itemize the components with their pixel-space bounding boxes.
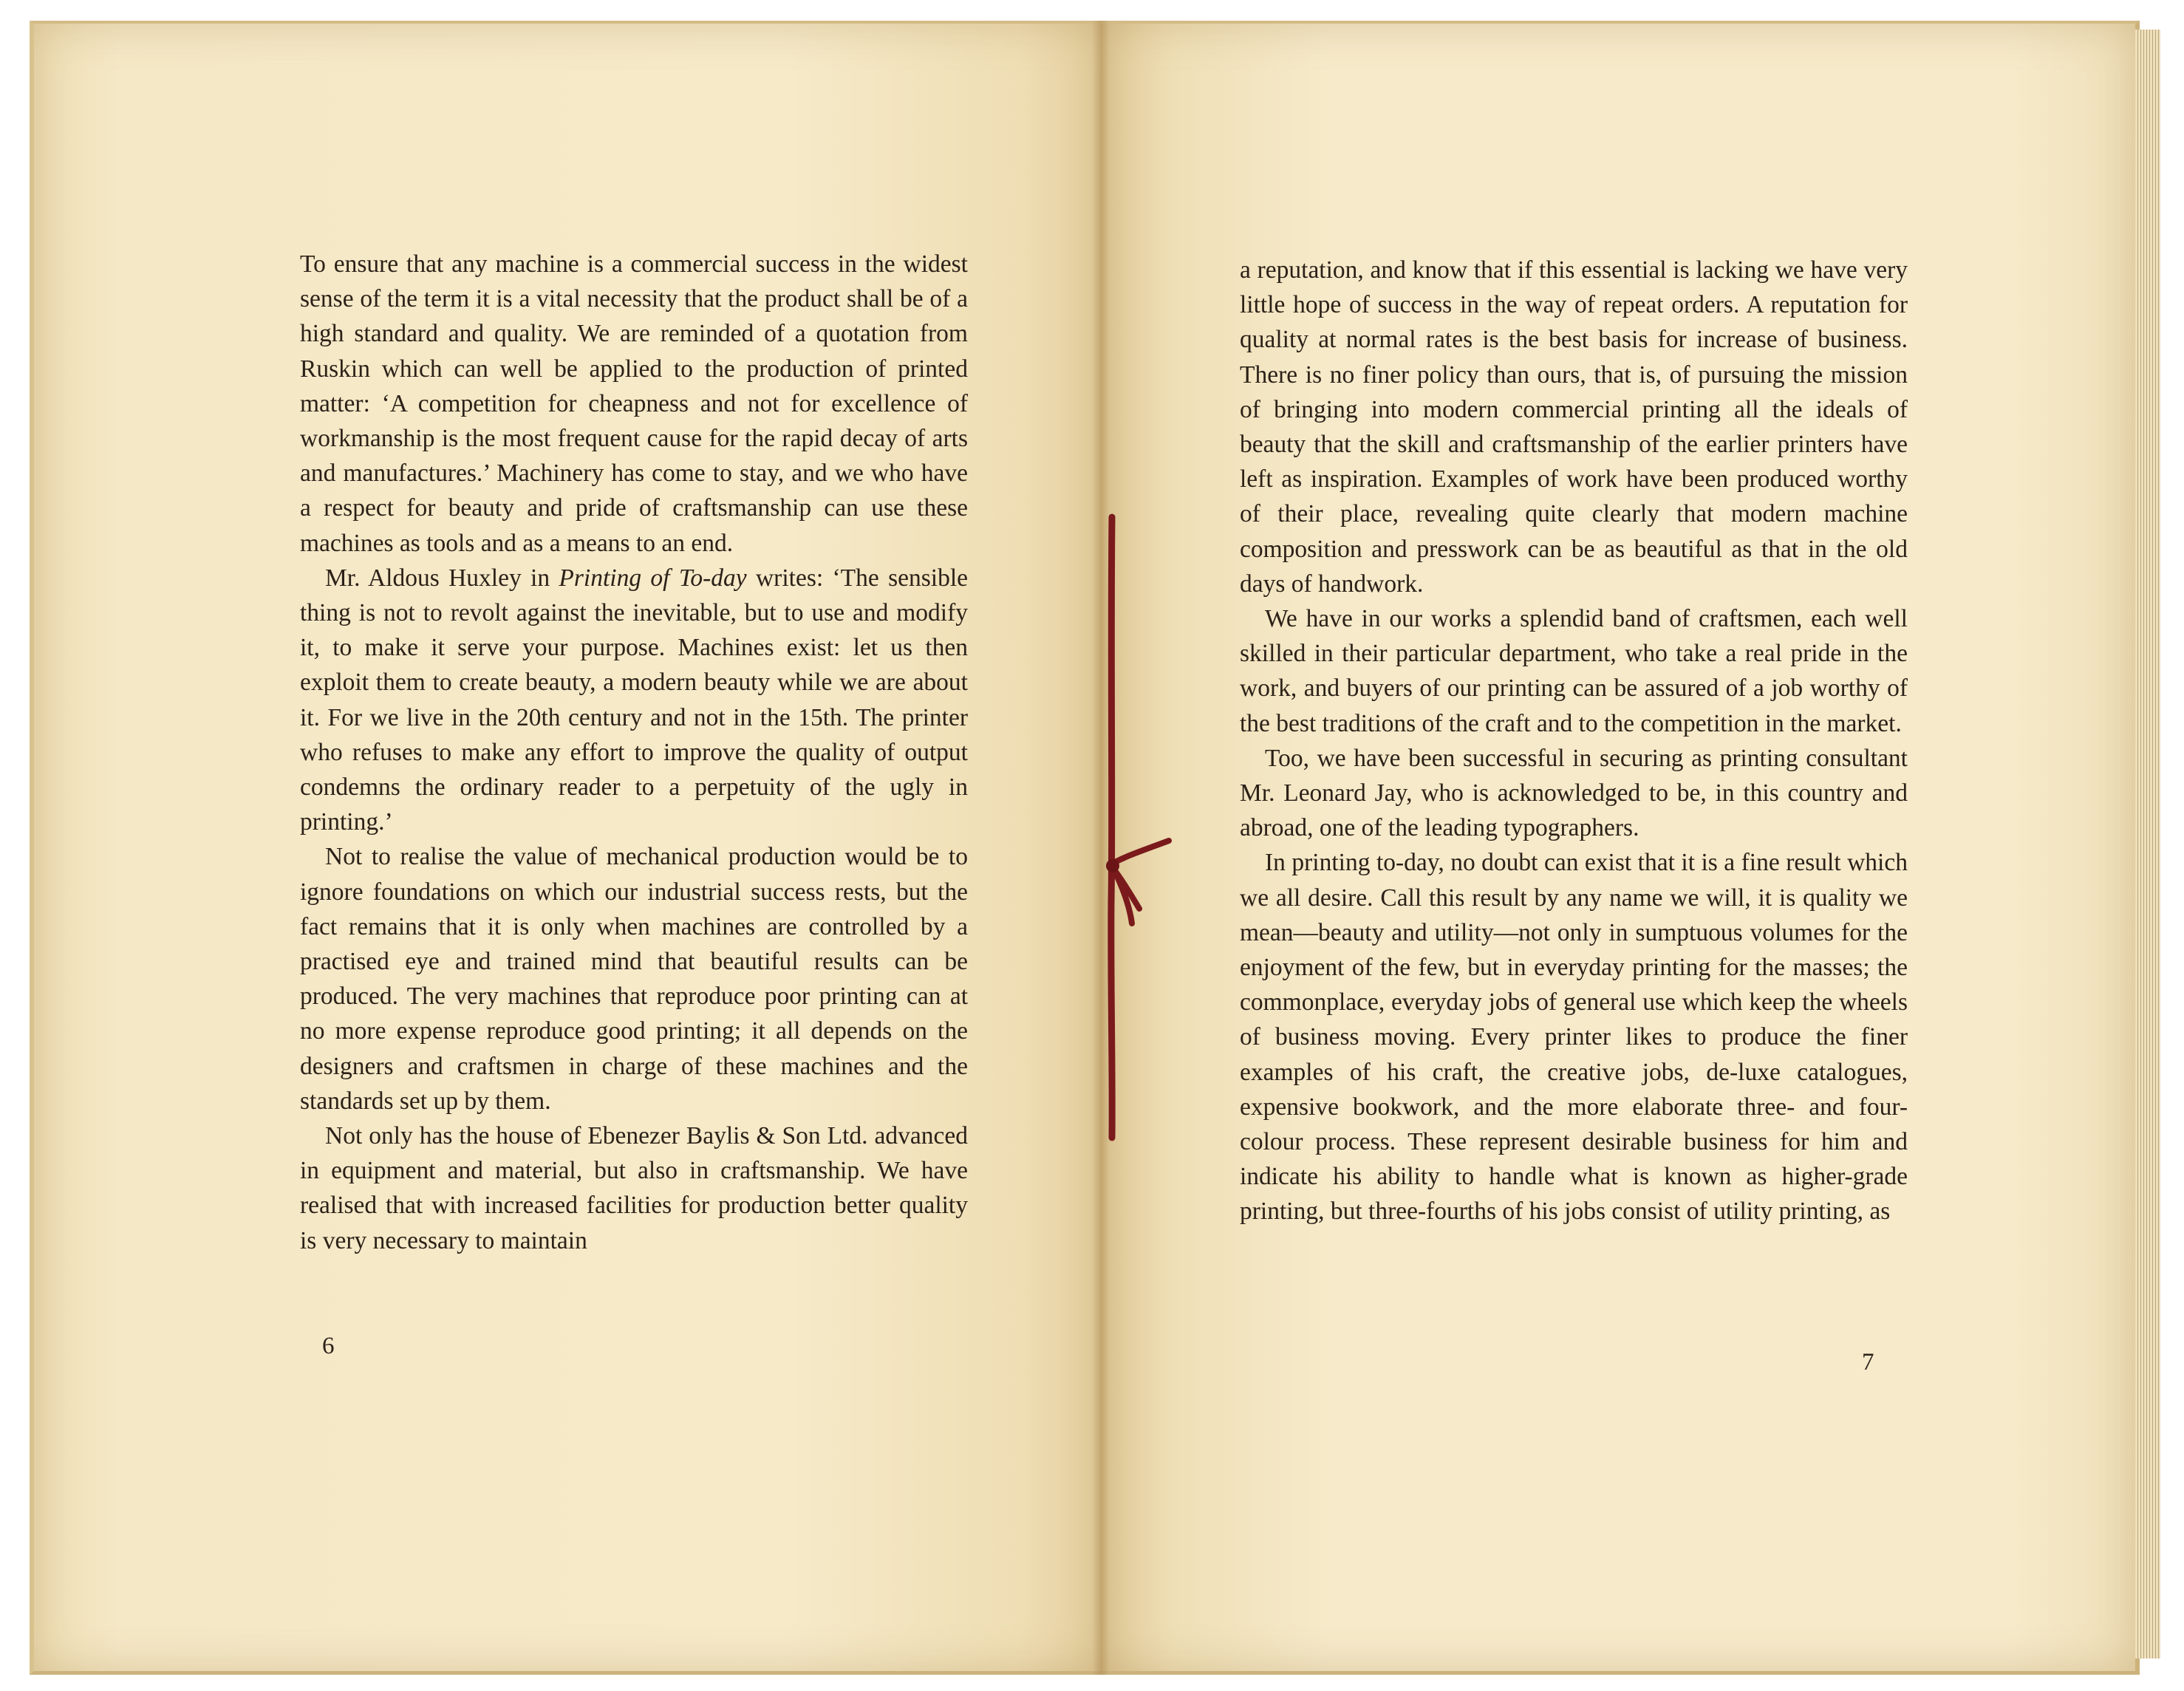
paragraph-huxley-quote <box>300 561 968 840</box>
page-number-left: 6 <box>322 1333 335 1359</box>
paragraph: a reputation, and know that if this essential is lacking we have very little hope of success in the way of repeat orders. A reputation for quality at normal rates is the best basis for increase of business. There is no finer policy than ours, that is, of pursuing the mission of bringing into modern commercial printing all the ideals of beauty that the skill and craftsmanship of the earlier printers have left as inspiration. Examples of work have been produced worthy of their place, revealing quite clearly that modern machine composition and presswork can be as beautiful as that in the old days of handwork. <box>1240 256 1908 598</box>
paragraph: In printing to-day, no doubt can exist that it is a fine result which we all desire. Call this result by any name we will, it is quality we mean—beauty and utility—not only in sumptuous volumes for the enjoyment of the few, but in everyday printing for the masses; the commonplace, everyday jobs of general use which keep the wheels of business moving. Every printer likes to produce the finer examples of his craft, the creative jobs, de-luxe catalogues, expensive bookwork, and the more elaborate three- and four-colour process. These represent desirable business for him and indicate his ability to handle what is known as higher-grade printing, but three-fourths of his jobs consist of utility printing, as <box>1240 849 1908 1226</box>
thread-knot-center <box>1106 859 1119 872</box>
paragraph: We have in our works a splendid band of craftsmen, each well skilled in their particular department, who take a real pride in the work, and buyers of our printing can be assured of a job worthy of the best traditions of the craft and to the competition in the market. <box>1240 605 1908 737</box>
binding-thread <box>1086 510 1175 1160</box>
paragraph: Not to realise the value of mechanical production would be to ignore foundations on which our industrial success rests, but the fact remains that it is only when machines are controlled by a practised eye and trained mind that beautiful results can be produced. The very machines that reproduce poor printing can at no more expense reproduce good printing; it all depends on the designers and craftsmen in charge of these machines and the standards set up by them. <box>300 843 968 1115</box>
paragraph: To ensure that any machine is a commercial success in the widest sense of the term it is a vital necessity that the product shall be of a high standard and quality. We are reminded of a quotation from Ruskin which can well be applied to the production of printed matter: ‘A competition for cheapness and not for excellence of workmanship is the most frequent cause for the rapid decay of arts and manufactures.’ Machinery has come to stay, and we who have a respect for beauty and pride of craftsmanship can use these machines as tools and as a means to an end. <box>300 250 968 557</box>
book-title: Printing of To-day <box>559 564 747 592</box>
paragraph: Not only has the house of Ebenezer Baylis & Son Ltd. advanced in equipment and material, but also in craftsmanship. We have realised that with increased facilities for production better quality is very necessary to maintain <box>300 1122 968 1254</box>
huxley-lead: Mr. Aldous Huxley in <box>325 564 559 592</box>
page-number-right: 7 <box>1862 1349 1874 1376</box>
paragraph: Too, we have been successful in securing as printing consultant Mr. Leonard Jay, who is acknowledged to be, in this country and abroad, one of the leading typographers. <box>1240 744 1908 842</box>
right-page-text <box>1240 253 1908 1229</box>
left-page-text <box>300 247 968 1258</box>
thread-strand <box>1111 517 1112 1138</box>
page-edges <box>2135 30 2160 1658</box>
thread-knot <box>1111 841 1169 923</box>
huxley-quote: writes: ‘The sensible thing is not to revolt against the inevitable, but to use and modify it, to make it serve your purpose. Machines exist: let us then exploit them to create beauty, a modern beauty while we are about it. For we live in the 20th century and not in the 15th. The printer who refuses to make any effort to improve the quality of output condemns the ordinary reader to a perpetuity of the ugly in printing.’ <box>300 564 968 836</box>
